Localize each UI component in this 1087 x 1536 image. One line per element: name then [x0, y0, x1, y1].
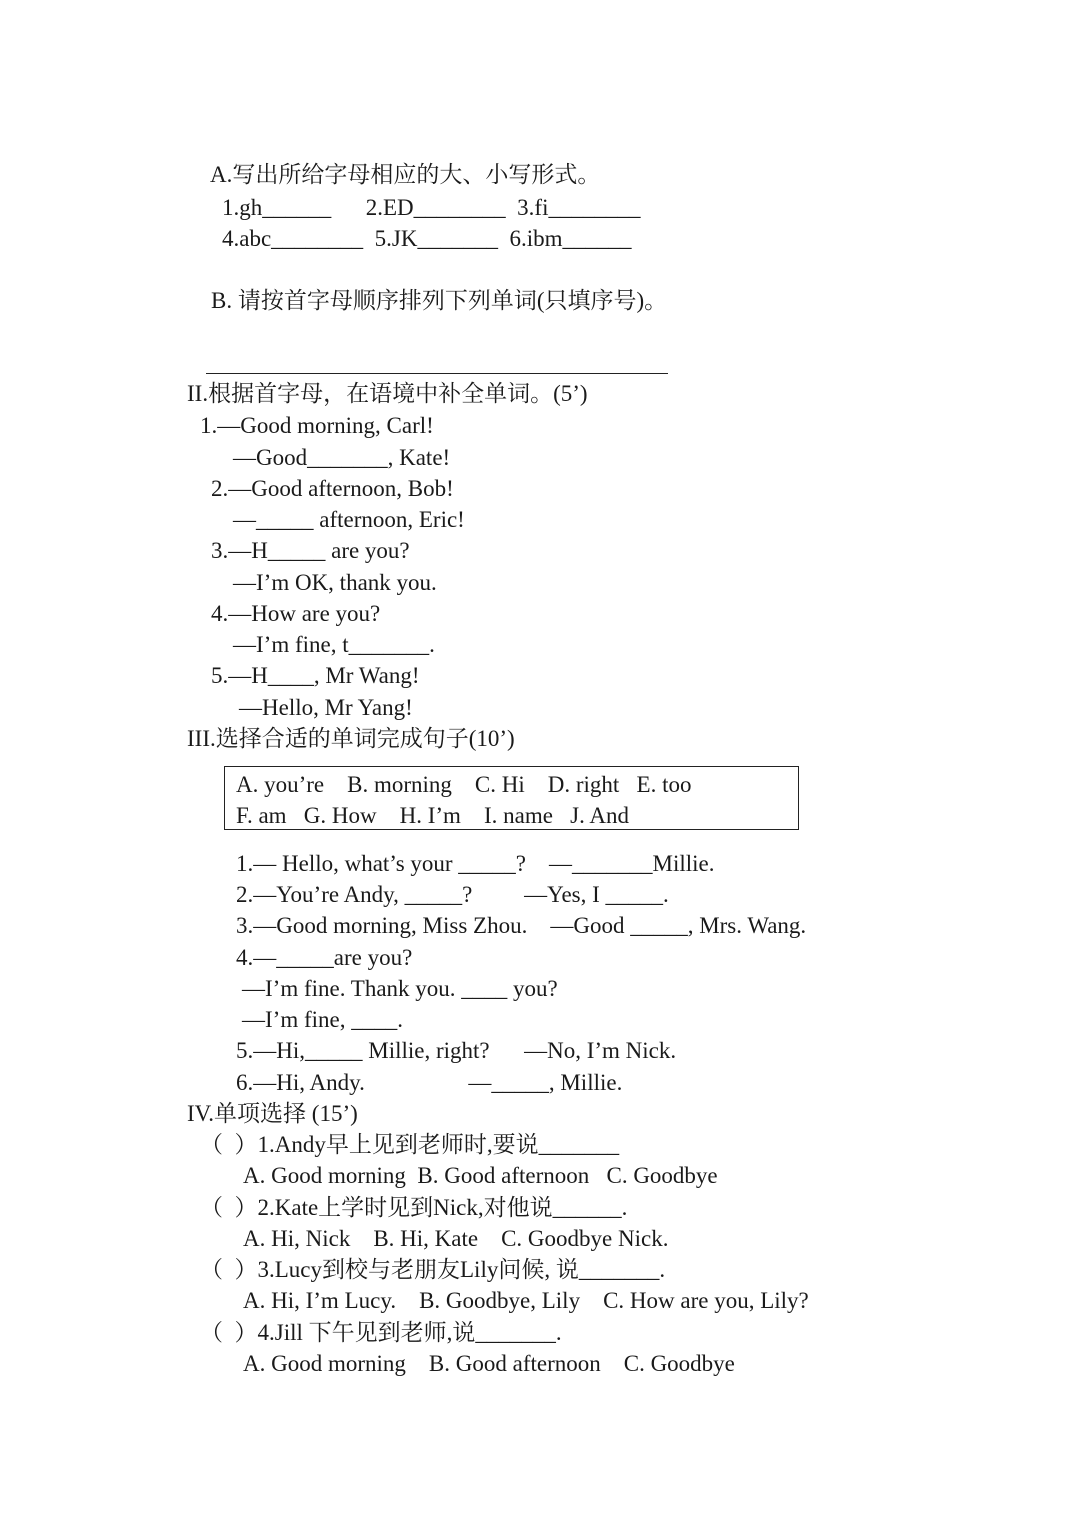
section-a-row-2: 4.abc________ 5.JK_______ 6.ibm______ [222, 226, 632, 251]
section-2-title: II.根据首字母，在语境中补全单词。(5’) [187, 381, 588, 406]
s3-line-7: 5.—Hi,_____ Millie, right? —No, I’m Nick. [236, 1038, 677, 1063]
s3-line-5: —I’m fine. Thank you. ____ you? [242, 976, 558, 1001]
section-3-title: III.选择合适的单词完成句子(10’) [187, 726, 515, 751]
s4-options-3: A. Hi, I’m Lucy. B. Goodbye, Lily C. How are you, Lily? [243, 1288, 809, 1313]
section-a-title: A.写出所给字母相应的大、小写形式。 [210, 162, 601, 187]
s4-question-4: （ ）4.Jill 下午见到老师,说_______. [200, 1320, 562, 1345]
s2-line-9: 5.—H____, Mr Wang! [211, 663, 420, 688]
s4-question-1: （ ）1.Andy早上见到老师时,要说_______ [200, 1132, 620, 1157]
s2-line-2: —Good_______, Kate! [233, 445, 451, 470]
answer-line [206, 373, 668, 374]
s3-line-3: 3.—Good morning, Miss Zhou. —Good _____, Mrs. Wang. [236, 913, 807, 938]
s4-options-4: A. Good morning B. Good afternoon C. Goodbye [243, 1351, 735, 1376]
s4-options-2: A. Hi, Nick B. Hi, Kate C. Goodbye Nick. [243, 1226, 669, 1251]
s4-question-2: （ ）2.Kate上学时见到Nick,对他说______. [200, 1195, 628, 1220]
s3-line-6: —I’m fine, ____. [242, 1007, 403, 1032]
s3-line-2: 2.—You’re Andy, _____? —Yes, I _____. [236, 882, 669, 907]
section-a-row-1: 1.gh______ 2.ED________ 3.fi________ [222, 195, 641, 220]
word-bank-row-2: F. am G. How H. I’m I. name J. And [236, 803, 629, 828]
s3-line-4: 4.—_____are you? [236, 945, 413, 970]
word-bank-row-1: A. you’re B. morning C. Hi D. right E. too [236, 772, 692, 797]
s2-line-4: —_____ afternoon, Eric! [233, 507, 465, 532]
s2-line-10: —Hello, Mr Yang! [239, 695, 413, 720]
s3-line-8: 6.—Hi, Andy. —_____, Millie. [236, 1070, 623, 1095]
s2-line-3: 2.—Good afternoon, Bob! [211, 476, 454, 501]
section-4-title: IV.单项选择 (15’) [187, 1101, 358, 1126]
s4-options-1: A. Good morning B. Good afternoon C. Goodbye [243, 1163, 718, 1188]
s2-line-6: —I’m OK, thank you. [233, 570, 437, 595]
s3-line-1: 1.— Hello, what’s your _____? —_______Millie. [236, 851, 715, 876]
section-b-title: B. 请按首字母顺序排列下列单词(只填序号)。 [211, 288, 668, 313]
s2-line-8: —I’m fine, t_______. [233, 632, 435, 657]
s4-question-3: （ ）3.Lucy到校与老朋友Lily问候, 说_______. [200, 1257, 666, 1282]
s2-line-1: 1.—Good morning, Carl! [200, 413, 434, 438]
s2-line-7: 4.—How are you? [211, 601, 381, 626]
s2-line-5: 3.—H_____ are you? [211, 538, 410, 563]
